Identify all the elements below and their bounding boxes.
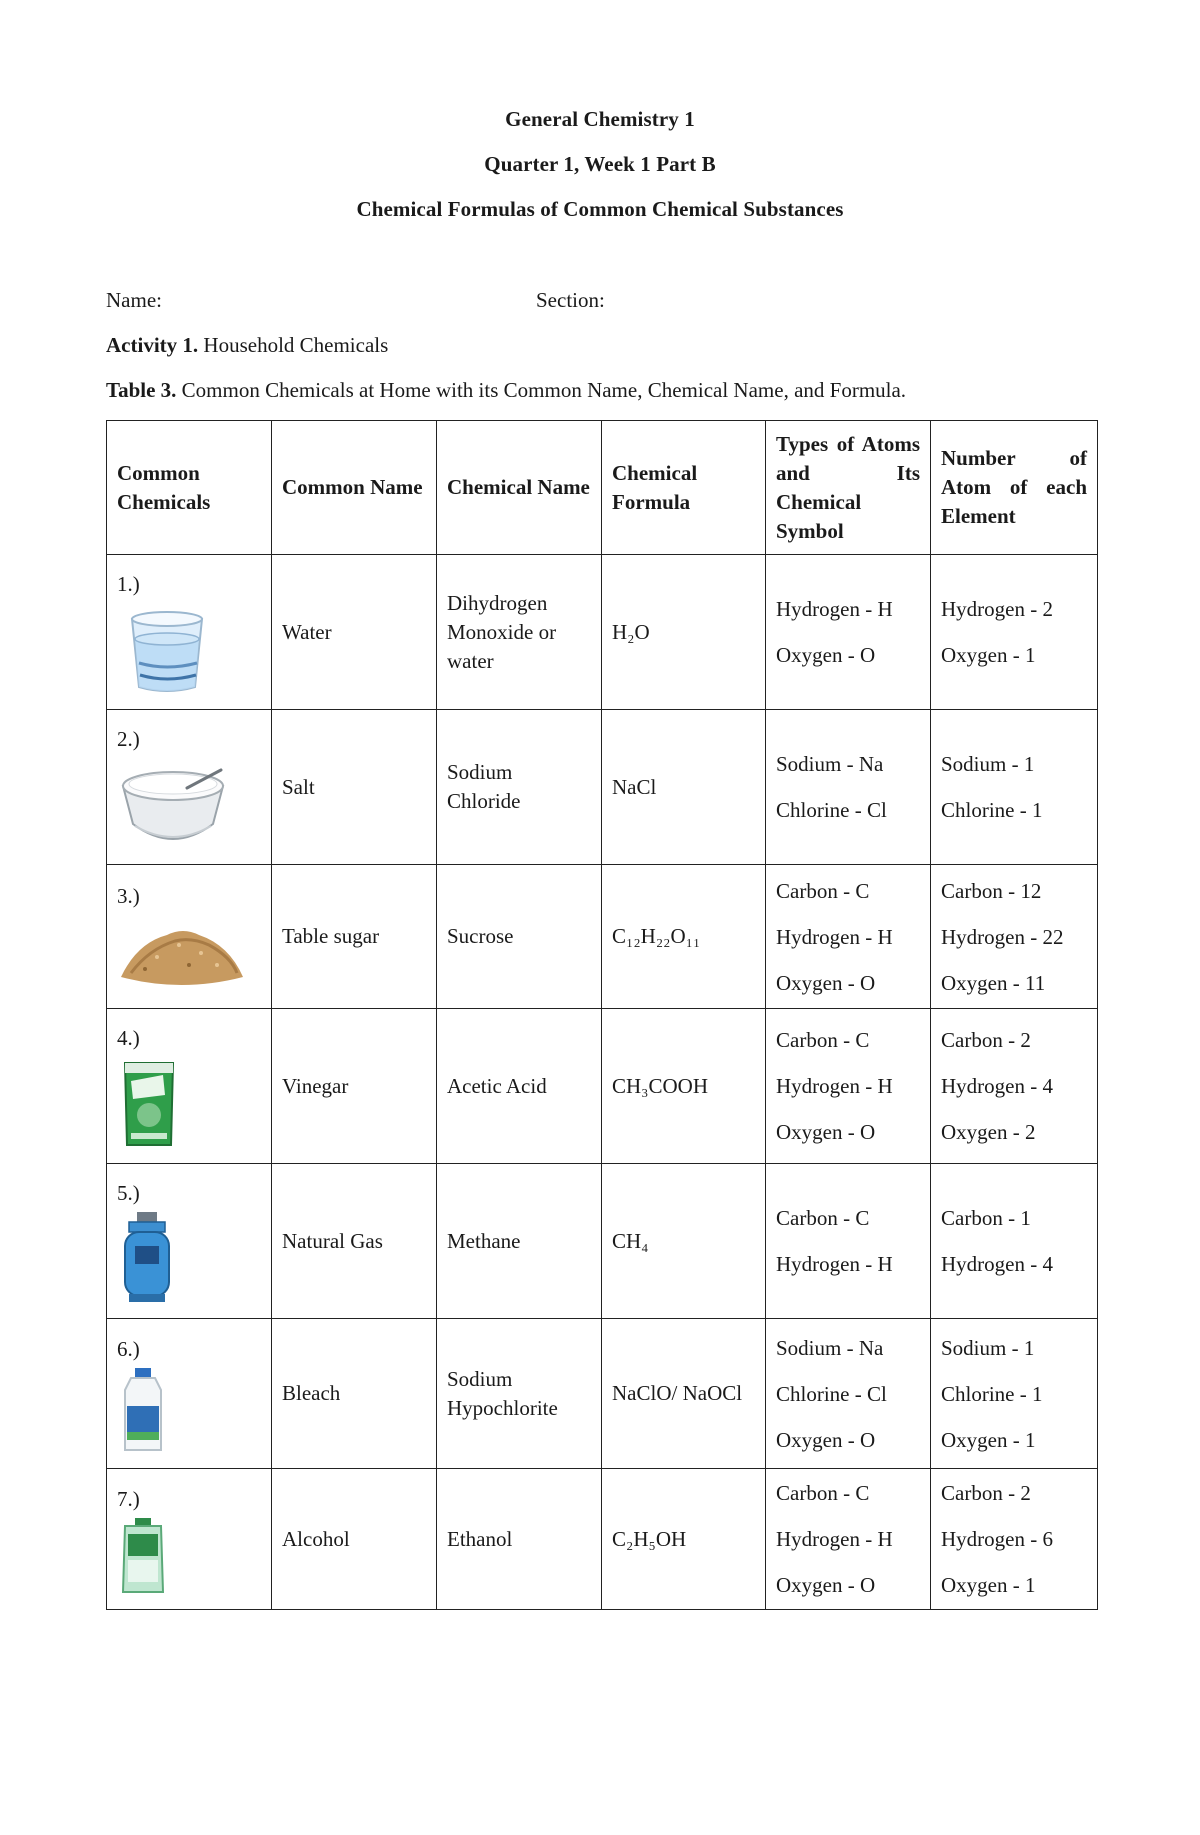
- chemical-name-cell: Sucrose: [437, 865, 602, 1009]
- bowl-of-salt-icon: [117, 756, 229, 852]
- table-row: [107, 555, 1098, 710]
- pile-of-sugar-icon: [117, 913, 247, 993]
- atom-type: Oxygen - O: [776, 1120, 876, 1144]
- atom-types-cell: [766, 1164, 931, 1319]
- atom-counts-cell: [931, 1009, 1098, 1164]
- chemical-name-cell: Dihydrogen Monoxide or water: [437, 555, 602, 710]
- atom-count: Chlorine - 1: [941, 798, 1043, 822]
- atom-count: Oxygen - 1: [941, 1573, 1036, 1597]
- atom-count: Sodium - 1: [941, 752, 1035, 776]
- row-number: 2.): [117, 726, 140, 751]
- common-name-cell: Salt: [272, 710, 437, 865]
- atom-counts-cell: [931, 865, 1098, 1009]
- atom-types-cell: [766, 1319, 931, 1469]
- document-subtitle: Quarter 1, Week 1 Part B: [484, 152, 716, 176]
- atom-count: Carbon - 12: [941, 878, 1042, 903]
- atom-count: Hydrogen - 4: [941, 1074, 1053, 1098]
- header-atom-counts: Number of Atom of each Element: [931, 421, 1098, 555]
- glass-of-water-icon: [117, 601, 217, 697]
- atom-count: Hydrogen - 22: [941, 924, 1064, 949]
- section-label: Section:: [536, 288, 605, 312]
- table-row: [107, 865, 1098, 1009]
- atom-type: Sodium - Na: [776, 752, 884, 776]
- common-chemical-cell: [107, 1164, 272, 1319]
- atom-type: Oxygen - O: [776, 643, 876, 667]
- formula-cell: C₁₂H₂₂O₁₁: [602, 865, 766, 1009]
- atom-type: Carbon - C: [776, 1206, 870, 1230]
- common-name-cell: Water: [272, 555, 437, 710]
- formula-cell: NaCl: [602, 710, 766, 865]
- gas-tank-icon: [117, 1210, 177, 1306]
- row-number: 3.): [117, 884, 140, 908]
- table-caption-label: Table 3.: [106, 378, 177, 402]
- atom-type: Oxygen - O: [776, 1573, 876, 1597]
- table-caption: [106, 378, 906, 403]
- chemical-name-cell: Methane: [437, 1164, 602, 1319]
- common-chemical-cell: [107, 1469, 272, 1610]
- atom-type: Carbon - C: [776, 878, 870, 903]
- chemical-name-cell: Sodium Hypochlorite: [437, 1319, 602, 1469]
- atom-count: Sodium - 1: [941, 1335, 1035, 1360]
- atom-types-cell: [766, 555, 931, 710]
- atom-count: Hydrogen - 6: [941, 1527, 1053, 1551]
- header-common-chemicals: Common Chemicals: [107, 421, 272, 555]
- atom-types-cell: [766, 710, 931, 865]
- header-chemical-formula: Chemical Formula: [602, 421, 766, 555]
- atom-type: Sodium - Na: [776, 1335, 884, 1360]
- table-row: [107, 1469, 1098, 1610]
- common-chemical-cell: [107, 1319, 272, 1469]
- atom-counts-cell: [931, 1164, 1098, 1319]
- row-number: 1.): [117, 571, 140, 596]
- common-name-cell: Bleach: [272, 1319, 437, 1469]
- atom-type: Hydrogen - H: [776, 1074, 893, 1098]
- atom-count: Hydrogen - 4: [941, 1252, 1053, 1276]
- atom-count: Carbon - 1: [941, 1206, 1031, 1230]
- chemical-name-cell: Acetic Acid: [437, 1009, 602, 1164]
- activity-heading: [106, 333, 388, 358]
- row-number: 6.): [117, 1337, 140, 1361]
- common-chemical-cell: [107, 710, 272, 865]
- atom-type: Oxygen - O: [776, 970, 876, 995]
- atom-count: Oxygen - 11: [941, 970, 1046, 995]
- formula-cell: CH₃COOH: [602, 1009, 766, 1164]
- common-name-cell: Table sugar: [272, 865, 437, 1009]
- atom-type: Carbon - C: [776, 1028, 870, 1052]
- row-number: 4.): [117, 1025, 140, 1050]
- row-number: 7.): [117, 1486, 140, 1511]
- activity-text: Household Chemicals: [198, 333, 389, 357]
- header-chemical-name: Chemical Name: [437, 421, 602, 555]
- table-row: [107, 1009, 1098, 1164]
- atom-count: Hydrogen - 2: [941, 597, 1053, 621]
- bleach-bottle-icon: [117, 1366, 169, 1454]
- activity-label: Activity 1.: [106, 333, 199, 357]
- atom-types-cell: [766, 865, 931, 1009]
- atom-count: Oxygen - 2: [941, 1120, 1036, 1144]
- table-header-row: [107, 421, 1098, 555]
- common-name-cell: Alcohol: [272, 1469, 437, 1610]
- atom-counts-cell: [931, 555, 1098, 710]
- atom-count: Oxygen - 1: [941, 643, 1036, 667]
- common-name-cell: Natural Gas: [272, 1164, 437, 1319]
- atom-type: Carbon - C: [776, 1481, 870, 1505]
- table-caption-text: Common Chemicals at Home with its Common Name, Chemical Name, and Formula.: [176, 378, 907, 402]
- table-row: [107, 1164, 1098, 1319]
- document-title: General Chemistry 1: [505, 107, 695, 131]
- atom-type: Chlorine - Cl: [776, 798, 887, 822]
- row-number: 5.): [117, 1180, 140, 1205]
- atom-types-cell: [766, 1469, 931, 1610]
- atom-type: Hydrogen - H: [776, 1252, 893, 1276]
- atom-count: Carbon - 2: [941, 1028, 1031, 1052]
- atom-type: Hydrogen - H: [776, 597, 893, 621]
- header-atom-types: Types of Atoms and Its Chemical Symbol: [766, 421, 931, 555]
- common-chemical-cell: [107, 865, 272, 1009]
- atom-counts-cell: [931, 710, 1098, 865]
- formula-cell: C₂H₅OH: [602, 1469, 766, 1610]
- chemical-name-cell: Sodium Chloride: [437, 710, 602, 865]
- atom-type: Hydrogen - H: [776, 1527, 893, 1551]
- formula-cell: CH₄: [602, 1164, 766, 1319]
- vinegar-pouch-icon: [117, 1055, 181, 1151]
- atom-type: Chlorine - Cl: [776, 1381, 887, 1406]
- name-label: Name:: [106, 288, 162, 312]
- atom-counts-cell: [931, 1319, 1098, 1469]
- chemical-name-cell: Ethanol: [437, 1469, 602, 1610]
- atom-count: Carbon - 2: [941, 1481, 1031, 1505]
- atom-type: Hydrogen - H: [776, 924, 893, 949]
- formula-cell: H₂O: [602, 555, 766, 710]
- table-row: [107, 710, 1098, 865]
- document-topic: Chemical Formulas of Common Chemical Substances: [356, 197, 844, 221]
- chemicals-table: [106, 420, 1098, 1610]
- header-common-name: Common Name: [272, 421, 437, 555]
- atom-count: Chlorine - 1: [941, 1381, 1043, 1406]
- formula-cell: NaClO/ NaOCl: [602, 1319, 766, 1469]
- common-name-cell: Vinegar: [272, 1009, 437, 1164]
- alcohol-bottle-icon: [117, 1516, 169, 1596]
- common-chemical-cell: [107, 1009, 272, 1164]
- table-row: [107, 1319, 1098, 1469]
- atom-type: Oxygen - O: [776, 1427, 876, 1452]
- common-chemical-cell: [107, 555, 272, 710]
- atom-count: Oxygen - 1: [941, 1427, 1036, 1452]
- atom-counts-cell: [931, 1469, 1098, 1610]
- atom-types-cell: [766, 1009, 931, 1164]
